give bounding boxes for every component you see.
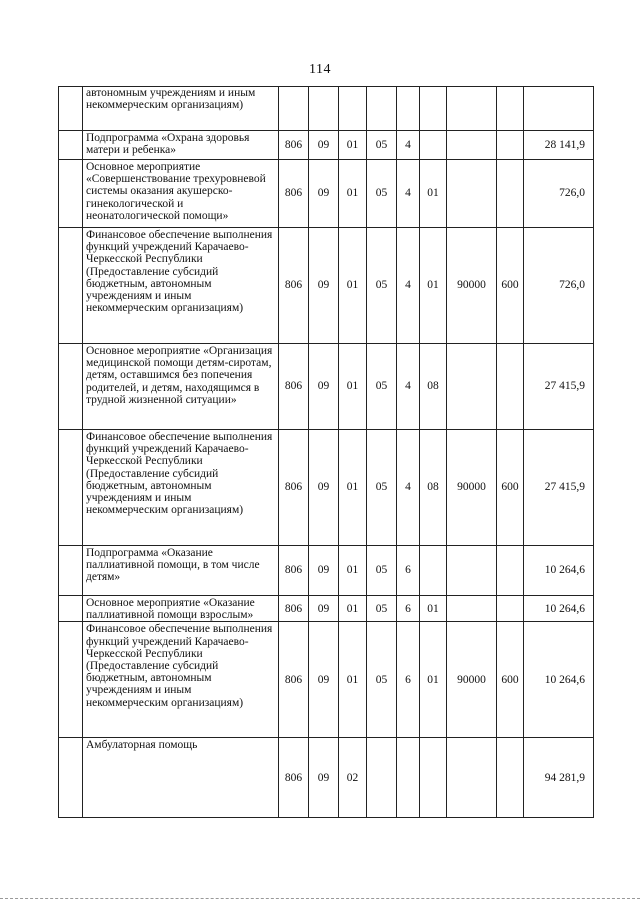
item-name-cell: Финансовое обеспечение выполнения функций учреждений Карачаево-Черкесской Республики (Предоставление субсидий бюджетным, автономным учреждениям и иным некоммерческим организациям) xyxy=(83,430,279,546)
ministry-code-cell: 806 xyxy=(279,546,309,596)
direction-code-cell xyxy=(447,344,497,430)
event-code-cell xyxy=(420,87,447,131)
program-code-cell: 05 xyxy=(367,546,397,596)
item-name-cell: Амбулаторная помощь xyxy=(83,738,279,818)
subprogram-code-cell: 4 xyxy=(397,131,420,160)
event-code-cell: 01 xyxy=(420,160,447,228)
row-index-cell xyxy=(59,596,83,622)
row-index-cell xyxy=(59,738,83,818)
subsection-code-cell: 01 xyxy=(339,596,367,622)
section-code-cell: 09 xyxy=(309,596,339,622)
item-name-cell: Финансовое обеспечение выполнения функций учреждений Карачаево-Черкесской Республики (Предоставление субсидий бюджетным, автономным учреждениям и иным некоммерческим организациям) xyxy=(83,622,279,738)
ministry-code-cell: 806 xyxy=(279,622,309,738)
direction-code-cell xyxy=(447,87,497,131)
subsection-code-cell: 01 xyxy=(339,131,367,160)
item-name-cell: Основное мероприятие «Оказание паллиативной помощи взрослым» xyxy=(83,596,279,622)
subprogram-code-cell: 4 xyxy=(397,344,420,430)
item-name-cell: Основное мероприятие «Организация медицинской помощи детям-сиротам, детям, оставшимся без попечения родителей, и детям, находящимся в трудной жизненной ситуации» xyxy=(83,344,279,430)
ministry-code-cell: 806 xyxy=(279,430,309,546)
event-code-cell: 08 xyxy=(420,344,447,430)
row-index-cell xyxy=(59,344,83,430)
program-code-cell: 05 xyxy=(367,596,397,622)
item-name-cell: Финансовое обеспечение выполнения функций учреждений Карачаево-Черкесской Республики (Предоставление субсидий бюджетным, автономным учреждениям и иным некоммерческим организациям) xyxy=(83,228,279,344)
table-row xyxy=(59,160,594,228)
amount-cell: 726,0 xyxy=(524,228,594,344)
subsection-code-cell: 01 xyxy=(339,430,367,546)
section-code-cell: 09 xyxy=(309,546,339,596)
event-code-cell: 01 xyxy=(420,596,447,622)
expense-type-code-cell xyxy=(497,344,524,430)
ministry-code-cell: 806 xyxy=(279,131,309,160)
amount-cell: 726,0 xyxy=(524,160,594,228)
budget-table xyxy=(58,86,594,818)
table-row xyxy=(59,738,594,818)
subprogram-code-cell: 6 xyxy=(397,596,420,622)
amount-cell: 10 264,6 xyxy=(524,546,594,596)
expense-type-code-cell xyxy=(497,160,524,228)
program-code-cell: 05 xyxy=(367,430,397,546)
program-code-cell xyxy=(367,738,397,818)
ministry-code-cell: 806 xyxy=(279,344,309,430)
amount-cell xyxy=(524,87,594,131)
direction-code-cell xyxy=(447,546,497,596)
row-index-cell xyxy=(59,87,83,131)
ministry-code-cell: 806 xyxy=(279,738,309,818)
program-code-cell: 05 xyxy=(367,131,397,160)
section-code-cell: 09 xyxy=(309,738,339,818)
expense-type-code-cell xyxy=(497,546,524,596)
item-name-cell: автономным учреждениям и иным некоммерческим организациям) xyxy=(83,87,279,131)
direction-code-cell: 90000 xyxy=(447,228,497,344)
table-row xyxy=(59,344,594,430)
amount-cell: 27 415,9 xyxy=(524,344,594,430)
expense-type-code-cell xyxy=(497,87,524,131)
direction-code-cell xyxy=(447,131,497,160)
amount-cell: 10 264,6 xyxy=(524,622,594,738)
subsection-code-cell: 01 xyxy=(339,546,367,596)
program-code-cell: 05 xyxy=(367,622,397,738)
subprogram-code-cell: 4 xyxy=(397,160,420,228)
subprogram-code-cell: 4 xyxy=(397,430,420,546)
event-code-cell xyxy=(420,131,447,160)
expense-type-code-cell xyxy=(497,131,524,160)
program-code-cell: 05 xyxy=(367,228,397,344)
event-code-cell: 08 xyxy=(420,430,447,546)
subprogram-code-cell xyxy=(397,87,420,131)
section-code-cell: 09 xyxy=(309,160,339,228)
expense-type-code-cell xyxy=(497,596,524,622)
event-code-cell xyxy=(420,546,447,596)
item-name-cell: Основное мероприятие «Совершенствование трехуровневой системы оказания акушерско-гинекологической и неонатологической помощи» xyxy=(83,160,279,228)
section-code-cell: 09 xyxy=(309,622,339,738)
program-code-cell: 05 xyxy=(367,160,397,228)
expense-type-code-cell: 600 xyxy=(497,430,524,546)
table-row xyxy=(59,87,594,131)
table-row xyxy=(59,596,594,622)
row-index-cell xyxy=(59,228,83,344)
direction-code-cell xyxy=(447,738,497,818)
table-row xyxy=(59,131,594,160)
program-code-cell xyxy=(367,87,397,131)
program-code-cell: 05 xyxy=(367,344,397,430)
table-row xyxy=(59,228,594,344)
event-code-cell xyxy=(420,738,447,818)
subprogram-code-cell: 4 xyxy=(397,228,420,344)
section-code-cell: 09 xyxy=(309,131,339,160)
subprogram-code-cell: 6 xyxy=(397,622,420,738)
row-index-cell xyxy=(59,160,83,228)
row-index-cell xyxy=(59,430,83,546)
amount-cell: 27 415,9 xyxy=(524,430,594,546)
direction-code-cell: 90000 xyxy=(447,622,497,738)
subsection-code-cell: 01 xyxy=(339,160,367,228)
table-row xyxy=(59,546,594,596)
section-code-cell xyxy=(309,87,339,131)
table-row xyxy=(59,430,594,546)
amount-cell: 94 281,9 xyxy=(524,738,594,818)
subsection-code-cell: 01 xyxy=(339,622,367,738)
section-code-cell: 09 xyxy=(309,430,339,546)
direction-code-cell xyxy=(447,596,497,622)
ministry-code-cell: 806 xyxy=(279,228,309,344)
item-name-cell: Подпрограмма «Охрана здоровья матери и ребенка» xyxy=(83,131,279,160)
row-index-cell xyxy=(59,131,83,160)
amount-cell: 10 264,6 xyxy=(524,596,594,622)
ministry-code-cell xyxy=(279,87,309,131)
subprogram-code-cell: 6 xyxy=(397,546,420,596)
page-bottom-edge xyxy=(0,898,640,899)
section-code-cell: 09 xyxy=(309,344,339,430)
table-body xyxy=(59,87,594,818)
amount-cell: 28 141,9 xyxy=(524,131,594,160)
page-number: 114 xyxy=(309,62,331,77)
event-code-cell: 01 xyxy=(420,622,447,738)
table-row xyxy=(59,622,594,738)
row-index-cell xyxy=(59,622,83,738)
direction-code-cell: 90000 xyxy=(447,430,497,546)
subsection-code-cell: 01 xyxy=(339,344,367,430)
expense-type-code-cell: 600 xyxy=(497,622,524,738)
event-code-cell: 01 xyxy=(420,228,447,344)
ministry-code-cell: 806 xyxy=(279,596,309,622)
subprogram-code-cell xyxy=(397,738,420,818)
subsection-code-cell xyxy=(339,87,367,131)
expense-type-code-cell: 600 xyxy=(497,228,524,344)
section-code-cell: 09 xyxy=(309,228,339,344)
subsection-code-cell: 02 xyxy=(339,738,367,818)
expense-type-code-cell xyxy=(497,738,524,818)
subsection-code-cell: 01 xyxy=(339,228,367,344)
ministry-code-cell: 806 xyxy=(279,160,309,228)
direction-code-cell xyxy=(447,160,497,228)
row-index-cell xyxy=(59,546,83,596)
item-name-cell: Подпрограмма «Оказание паллиативной помощи, в том числе детям» xyxy=(83,546,279,596)
